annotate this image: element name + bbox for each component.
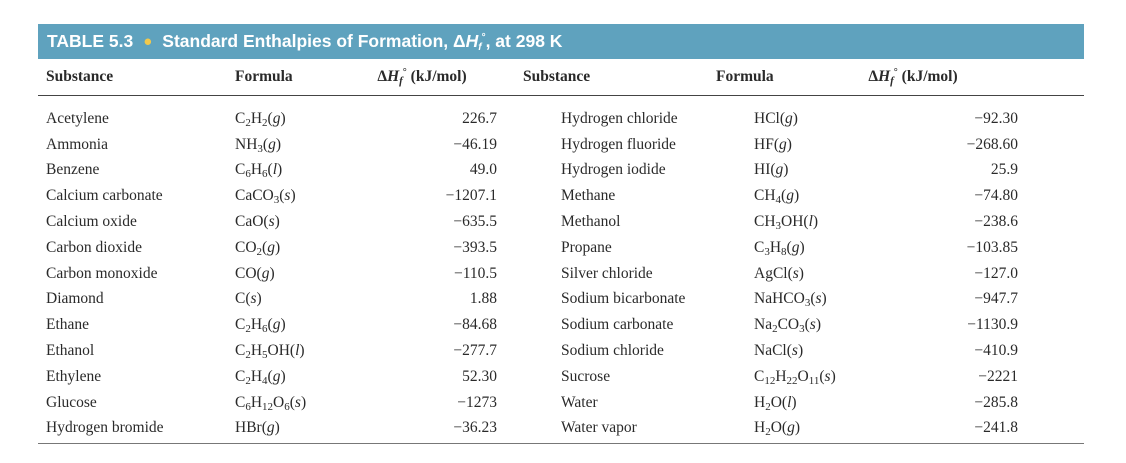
formula-cell: AgCl(s): [754, 264, 804, 282]
substance-cell: Ethane: [46, 316, 90, 334]
formula-cell: $C_6H_6(l)$: [235, 161, 283, 181]
substance-cell: Water vapor: [561, 419, 637, 437]
enthalpy-cell: 226.7: [462, 109, 497, 127]
formula-cell: $C_{12}H_{22}O_{11}(s)$: [754, 367, 836, 387]
header-unit-left: (kJ/mol): [410, 68, 467, 85]
enthalpy-cell: −103.85: [966, 238, 1018, 256]
enthalpy-cell: −947.7: [974, 290, 1018, 308]
formula-cell: CaCO$_3$(s): [235, 187, 296, 207]
enthalpy-cell: −241.8: [974, 419, 1018, 437]
enthalpy-cell: −92.30: [974, 109, 1018, 127]
substance-cell: Sodium chloride: [561, 342, 664, 360]
enthalpy-cell: −36.23: [453, 419, 497, 437]
header-enthalpy-right: $\Delta H_f^\circ$ (kJ/mol): [868, 66, 958, 87]
substance-cell: Calcium oxide: [46, 213, 137, 231]
table-row: [38, 261, 1084, 287]
header-formula-left: Formula: [235, 68, 293, 85]
formula-cell: $H_2O(l)$: [754, 393, 797, 413]
substance-cell: Silver chloride: [561, 264, 653, 282]
formula-cell: HF(g): [754, 135, 792, 153]
substance-cell: Sucrose: [561, 367, 611, 385]
enthalpy-cell: −1207.1: [445, 187, 497, 205]
formula-cell: $CO_2(g)$: [235, 238, 281, 258]
enthalpy-cell: 49.0: [469, 161, 497, 179]
formula-cell: $C_2H_6(g)$: [235, 316, 286, 336]
enthalpy-cell: 1.88: [469, 290, 497, 308]
formula-cell: NaHCO$_3$(s): [754, 290, 827, 310]
formula-cell: $Na_2CO_3(s)$: [754, 316, 822, 336]
substance-cell: Methanol: [561, 213, 621, 231]
header-formula-right: Formula: [716, 68, 774, 85]
enthalpy-table: [38, 24, 1084, 444]
substance-cell: Ammonia: [46, 135, 108, 153]
enthalpy-cell: 52.30: [462, 367, 497, 385]
enthalpy-cell: −268.60: [966, 135, 1018, 153]
substance-cell: Carbon dioxide: [46, 238, 142, 256]
table-row: [38, 183, 1084, 209]
enthalpy-cell: −635.5: [453, 213, 497, 231]
substance-cell: Acetylene: [46, 109, 109, 127]
header-unit-right: (kJ/mol): [901, 68, 958, 85]
substance-cell: Carbon monoxide: [46, 264, 158, 282]
header-substance-right: Substance: [523, 68, 591, 85]
formula-cell: $C_6H_{12}O_6(s)$: [235, 393, 307, 413]
formula-cell: $CH_4(g)$: [754, 187, 800, 207]
substance-cell: Sodium bicarbonate: [561, 290, 686, 308]
table-title-after: , at 298 K: [485, 31, 563, 51]
enthalpy-cell: −285.8: [974, 393, 1018, 411]
substance-cell: Ethanol: [46, 342, 95, 360]
table-row: [38, 390, 1084, 416]
substance-cell: Propane: [561, 238, 612, 256]
substance-cell: Hydrogen fluoride: [561, 135, 676, 153]
table-row: [38, 338, 1084, 364]
enthalpy-cell: −238.6: [974, 213, 1018, 231]
bullet-icon: ●: [143, 33, 153, 50]
substance-cell: Methane: [561, 187, 616, 205]
substance-cell: Glucose: [46, 393, 97, 411]
header-substance-left: Substance: [46, 68, 114, 85]
enthalpy-cell: −277.7: [453, 342, 497, 360]
table-label: TABLE 5.3: [47, 31, 134, 51]
substance-cell: Hydrogen chloride: [561, 109, 678, 127]
formula-cell: $CH_3OH(l)$: [754, 213, 819, 233]
enthalpy-cell: −110.5: [453, 264, 497, 282]
table-body: [38, 96, 1084, 441]
enthalpy-cell: 25.9: [990, 161, 1018, 179]
table-row: [38, 287, 1084, 313]
substance-cell: Ethylene: [46, 367, 102, 385]
formula-cell: $C_2H_2(g)$: [235, 109, 286, 129]
table-row: [38, 132, 1084, 158]
formula-cell: HBr(g): [235, 419, 280, 437]
table-row: [38, 416, 1084, 442]
table-bottom-rule: [38, 443, 1084, 444]
table-row: [38, 106, 1084, 132]
formula-cell: HI(g): [754, 161, 789, 179]
enthalpy-cell: −410.9: [974, 342, 1018, 360]
substance-cell: Calcium carbonate: [46, 187, 163, 205]
substance-cell: Hydrogen bromide: [46, 419, 164, 437]
table-row: [38, 312, 1084, 338]
formula-cell: HCl(g): [754, 109, 798, 127]
table-row: [38, 158, 1084, 184]
enthalpy-cell: −2221: [978, 367, 1018, 385]
enthalpy-cell: −393.5: [453, 238, 497, 256]
formula-cell: CO(g): [235, 264, 275, 282]
formula-cell: $NH_3(g)$: [235, 135, 281, 155]
formula-cell: $C_2H_4(g)$: [235, 367, 286, 387]
formula-cell: $H_2O(g)$: [754, 419, 800, 439]
table-title-symbol: $\Delta H_f^\circ$: [453, 31, 486, 53]
table-row: [38, 364, 1084, 390]
substance-cell: Sodium carbonate: [561, 316, 674, 334]
substance-cell: Hydrogen iodide: [561, 161, 666, 179]
table-title-before: Standard Enthalpies of Formation,: [162, 31, 449, 51]
enthalpy-cell: −46.19: [453, 135, 497, 153]
formula-cell: NaCl(s): [754, 342, 804, 360]
formula-cell: $C_2H_5OH(l)$: [235, 342, 305, 362]
formula-cell: C(s): [235, 290, 262, 308]
substance-cell: Diamond: [46, 290, 104, 308]
table-header-row: [38, 59, 1084, 96]
table-row: [38, 235, 1084, 261]
substance-cell: Benzene: [46, 161, 100, 179]
enthalpy-cell: −74.80: [974, 187, 1018, 205]
formula-cell: $C_3H_8(g)$: [754, 238, 805, 258]
substance-cell: Water: [561, 393, 598, 411]
formula-cell: CaO(s): [235, 213, 280, 231]
enthalpy-cell: −1130.9: [967, 316, 1018, 334]
enthalpy-cell: −127.0: [974, 264, 1018, 282]
enthalpy-cell: −84.68: [453, 316, 497, 334]
table-title-bar: [38, 24, 1084, 59]
header-enthalpy-left: $\Delta H_f^\circ$ (kJ/mol): [377, 66, 467, 87]
enthalpy-cell: −1273: [457, 393, 497, 411]
table-row: [38, 209, 1084, 235]
